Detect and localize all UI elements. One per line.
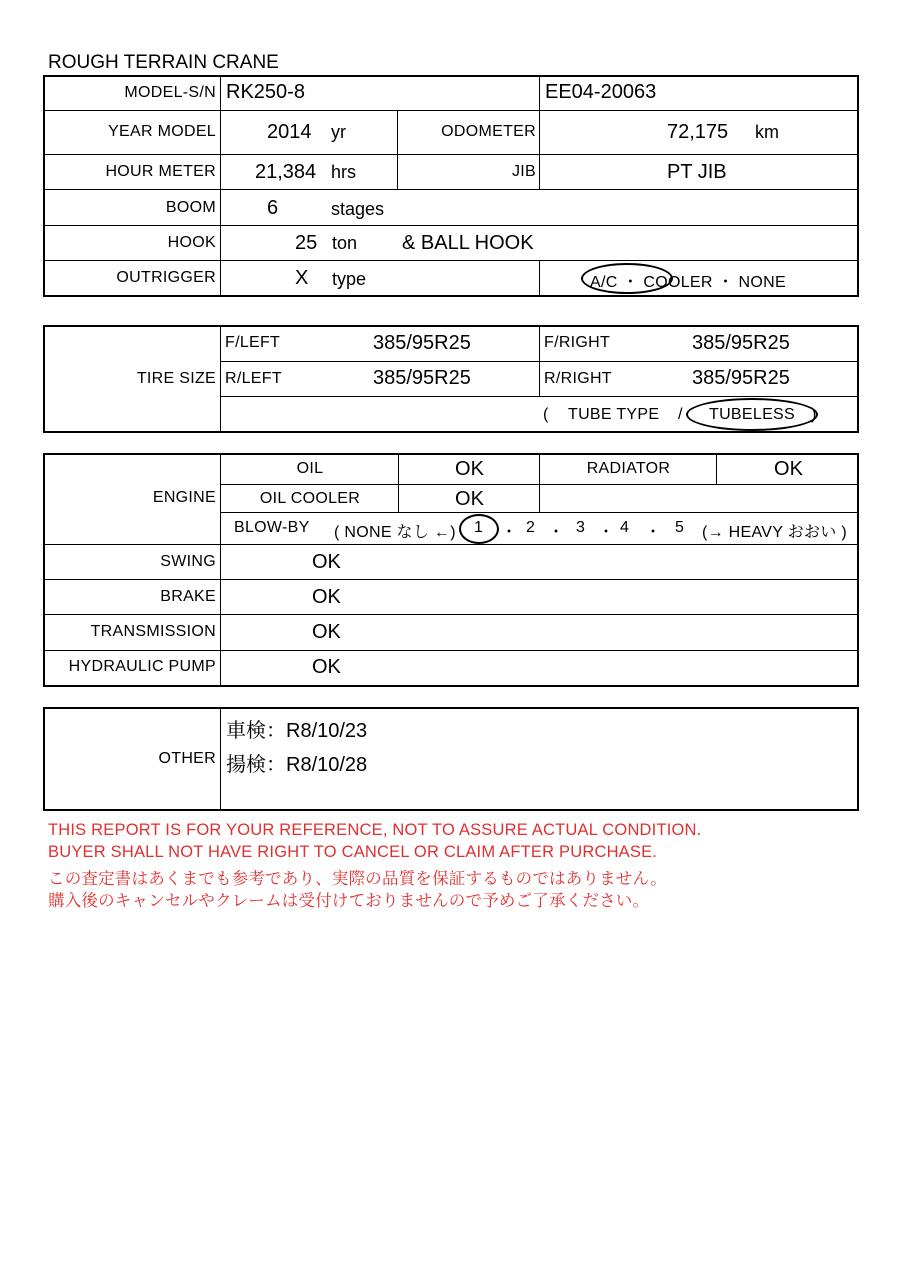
blowby-dot: ・ bbox=[645, 524, 662, 541]
inspection-date-2: 揚検：R8/10/28 bbox=[226, 754, 368, 776]
ac-selected-circle bbox=[581, 263, 673, 294]
year-unit: yr bbox=[331, 122, 346, 142]
outrigger-label: OUTRIGGER bbox=[116, 269, 216, 286]
f-right-value: 385/95R25 bbox=[692, 332, 790, 354]
odometer-unit: km bbox=[755, 122, 779, 142]
year-value: 2014 bbox=[267, 121, 312, 143]
tube-type-option: TUBE TYPE bbox=[568, 406, 660, 423]
hook-unit: ton bbox=[332, 233, 358, 253]
model-value: RK250-8 bbox=[226, 81, 305, 103]
hydraulic-pump-value: OK bbox=[312, 656, 341, 678]
serial-value: EE04-20063 bbox=[545, 81, 657, 103]
transmission-label: TRANSMISSION bbox=[90, 623, 216, 640]
disclaimer-line-4: 購入後のキャンセルやクレームは受付けておりませんので予めご了承ください。 bbox=[48, 892, 650, 910]
disclaimer-line-3: この査定書はあくまでも参考であり、実際の品質を保証するものではありません。 bbox=[48, 870, 667, 888]
outrigger-unit: type bbox=[332, 269, 367, 289]
tire-size-label: TIRE SIZE bbox=[136, 370, 216, 387]
r-right-label: R/RIGHT bbox=[544, 370, 612, 387]
blowby-level-5: 5 bbox=[675, 519, 685, 536]
hours-value: 21,384 bbox=[255, 161, 317, 183]
boom-label: BOOM bbox=[165, 199, 216, 216]
tubeless-selected-circle bbox=[686, 398, 818, 431]
r-right-value: 385/95R25 bbox=[692, 367, 790, 389]
tubeless-option: TUBELESS bbox=[709, 406, 795, 423]
swing-value: OK bbox=[312, 551, 341, 573]
ac-options: A/C ・ COOLER ・ NONE bbox=[590, 274, 786, 291]
model-sn-label: MODEL-S/N bbox=[124, 84, 216, 101]
disclaimer-line-2: BUYER SHALL NOT HAVE RIGHT TO CANCEL OR CLAIM AFTER PURCHASE. bbox=[48, 843, 658, 861]
spec-table bbox=[43, 75, 859, 297]
tire-type-open: ( bbox=[543, 406, 549, 423]
brake-value: OK bbox=[312, 586, 341, 608]
blowby-dot: ・ bbox=[548, 524, 565, 541]
blowby-none-text: ( NONE なし ←) bbox=[334, 524, 456, 541]
oil-cooler-label: OIL COOLER bbox=[259, 490, 361, 507]
document-title: ROUGH TERRAIN CRANE bbox=[48, 52, 279, 73]
blowby-selected-circle bbox=[459, 514, 499, 544]
odometer-label: ODOMETER bbox=[441, 123, 536, 140]
radiator-value: OK bbox=[774, 458, 803, 480]
tire-type-slash: / bbox=[678, 406, 683, 423]
blowby-level-2: 2 bbox=[526, 519, 536, 536]
jib-label: JIB bbox=[511, 163, 536, 180]
hook-value: 25 bbox=[295, 232, 318, 254]
hydraulic-pump-label: HYDRAULIC PUMP bbox=[68, 658, 216, 675]
odometer-value: 72,175 bbox=[667, 121, 729, 143]
blowby-level-4: 4 bbox=[620, 519, 630, 536]
inspection-date-1: 車検：R8/10/23 bbox=[226, 720, 368, 742]
f-right-label: F/RIGHT bbox=[544, 334, 611, 351]
f-left-value: 385/95R25 bbox=[373, 332, 471, 354]
r-left-value: 385/95R25 bbox=[373, 367, 471, 389]
transmission-value: OK bbox=[312, 621, 341, 643]
hours-unit: hrs bbox=[331, 162, 357, 182]
blowby-level-1: 1 bbox=[474, 519, 484, 536]
oil-label: OIL bbox=[296, 460, 324, 477]
blowby-dot: ・ bbox=[598, 524, 615, 541]
boom-value: 6 bbox=[267, 197, 279, 219]
oil-cooler-value: OK bbox=[455, 488, 484, 510]
blowby-heavy-text: (→ HEAVY おおい ) bbox=[702, 524, 847, 541]
oil-value: OK bbox=[455, 458, 484, 480]
boom-unit: stages bbox=[331, 199, 385, 219]
disclaimer-line-1: THIS REPORT IS FOR YOUR REFERENCE, NOT TO ASSURE ACTUAL CONDITION. bbox=[48, 821, 702, 839]
engine-label: ENGINE bbox=[152, 489, 216, 506]
year-model-label: YEAR MODEL bbox=[108, 123, 216, 140]
tire-type-close: ) bbox=[811, 406, 817, 423]
other-label: OTHER bbox=[158, 750, 216, 767]
outrigger-value: X bbox=[295, 267, 309, 289]
blowby-level-3: 3 bbox=[576, 519, 586, 536]
blowby-label: BLOW-BY bbox=[234, 519, 310, 536]
jib-value: PT JIB bbox=[667, 161, 727, 183]
r-left-label: R/LEFT bbox=[225, 370, 282, 387]
radiator-label: RADIATOR bbox=[586, 460, 671, 477]
brake-label: BRAKE bbox=[160, 588, 216, 605]
hook-label: HOOK bbox=[167, 234, 216, 251]
f-left-label: F/LEFT bbox=[225, 334, 281, 351]
blowby-dot: ・ bbox=[501, 524, 518, 541]
hour-meter-label: HOUR METER bbox=[105, 163, 216, 180]
hook-extra: & BALL HOOK bbox=[402, 232, 534, 254]
swing-label: SWING bbox=[160, 553, 216, 570]
